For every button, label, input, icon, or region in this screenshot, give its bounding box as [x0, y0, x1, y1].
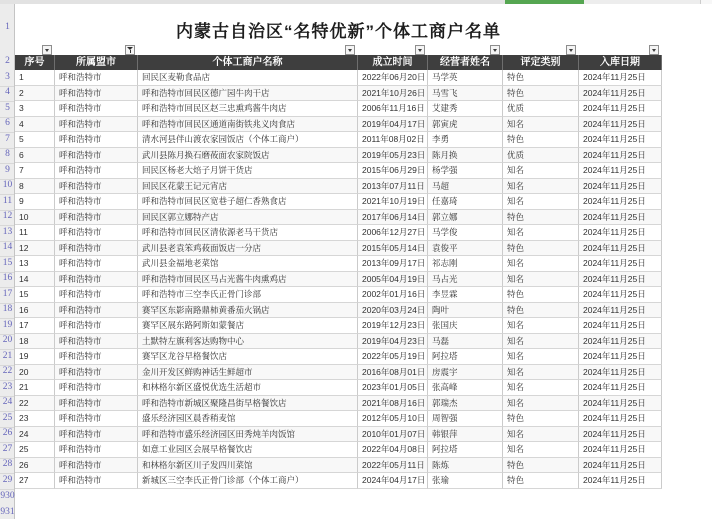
cell-operator[interactable]: 张国庆: [428, 318, 503, 334]
filter-funnel-stem: [130, 50, 131, 53]
cell-date[interactable]: 2021年10月26日: [358, 86, 428, 102]
cell-category[interactable]: 特色: [503, 86, 579, 102]
cell-entry[interactable]: 2024年11月25日: [579, 210, 662, 226]
cell-name[interactable]: 呼和浩特市回民区清依源老马干货店: [138, 225, 358, 241]
cell-seq[interactable]: 2: [15, 86, 55, 102]
cell-name[interactable]: 赛罕区展东路阿斯如蒙餐店: [138, 318, 358, 334]
cell-name[interactable]: 呼和浩特市回民区宽巷子超仁香熟食店: [138, 194, 358, 210]
cell-category[interactable]: 知名: [503, 256, 579, 272]
cell-category[interactable]: 特色: [503, 132, 579, 148]
cell-date[interactable]: 2022年06月20日: [358, 70, 428, 86]
cell-operator[interactable]: 马学俊: [428, 225, 503, 241]
dropdown-arrow-icon: [493, 49, 497, 52]
cell-city[interactable]: 呼和浩特市: [55, 194, 138, 210]
column-header-category[interactable]: 评定类别: [503, 55, 579, 70]
row-header-8[interactable]: 8: [5, 149, 10, 159]
cell-entry[interactable]: 2024年11月25日: [579, 334, 662, 350]
filter-button-seq[interactable]: [42, 45, 52, 55]
row-header-930[interactable]: 930: [0, 491, 15, 501]
cell-name[interactable]: 回民区麦勒食品店: [138, 70, 358, 86]
cell-seq[interactable]: 4: [15, 117, 55, 133]
sheet-title-cell[interactable]: 内蒙古自治区“名特优新”个体工商户名单: [176, 21, 501, 41]
cell-operator[interactable]: 阿拉塔: [428, 349, 503, 365]
cell-name[interactable]: 赛罕区东影南路鼎柿黄番茄火锅店: [138, 303, 358, 319]
cell-city[interactable]: 呼和浩特市: [55, 458, 138, 474]
cell-name[interactable]: 呼和浩特市回民区赵三忠熏鸡酱牛肉店: [138, 101, 358, 117]
column-header-city[interactable]: 所属盟市: [55, 55, 138, 70]
cell-operator[interactable]: 马磊: [428, 334, 503, 350]
cell-city[interactable]: 呼和浩特市: [55, 101, 138, 117]
cell-seq[interactable]: 7: [15, 163, 55, 179]
cell-category[interactable]: 优质: [503, 101, 579, 117]
column-header-operator[interactable]: 经营者姓名: [428, 55, 503, 70]
cell-date[interactable]: 2024年04月17日: [358, 473, 428, 489]
row-header-24[interactable]: 24: [2, 397, 13, 407]
cell-seq[interactable]: 10: [15, 210, 55, 226]
filter-button-category[interactable]: [566, 45, 576, 55]
cell-entry[interactable]: 2024年11月25日: [579, 70, 662, 86]
cell-entry[interactable]: 2024年11月25日: [579, 303, 662, 319]
cell-entry[interactable]: 2024年11月25日: [579, 396, 662, 412]
filter-button-date[interactable]: [415, 45, 425, 55]
cell-city[interactable]: 呼和浩特市: [55, 349, 138, 365]
cell-entry[interactable]: 2024年11月25日: [579, 117, 662, 133]
cell-date[interactable]: 2021年10月19日: [358, 194, 428, 210]
cell-entry[interactable]: 2024年11月25日: [579, 442, 662, 458]
row-header-9[interactable]: 9: [5, 164, 10, 175]
cell-seq[interactable]: 21: [15, 380, 55, 396]
filter-button-entry[interactable]: [649, 45, 659, 55]
cell-operator[interactable]: 马超: [428, 179, 503, 195]
cell-seq[interactable]: 25: [15, 442, 55, 458]
cell-date[interactable]: 2015年05月14日: [358, 241, 428, 257]
cell-category[interactable]: 特色: [503, 70, 579, 86]
row-header-1[interactable]: 1: [5, 22, 10, 32]
cell-operator[interactable]: 马学英: [428, 70, 503, 86]
cell-seq[interactable]: 14: [15, 272, 55, 288]
cell-city[interactable]: 呼和浩特市: [55, 132, 138, 148]
cell-city[interactable]: 呼和浩特市: [55, 163, 138, 179]
cell-seq[interactable]: 3: [15, 101, 55, 117]
row-header-25[interactable]: 25: [2, 412, 13, 423]
row-header-17[interactable]: 17: [2, 288, 13, 299]
row-header-15[interactable]: 15: [2, 257, 13, 268]
cell-seq[interactable]: 27: [15, 473, 55, 489]
cell-entry[interactable]: 2024年11月25日: [579, 256, 662, 272]
cell-entry[interactable]: 2024年11月25日: [579, 179, 662, 195]
cell-name[interactable]: 和林格尔新区盛悦优选生活超市: [138, 380, 358, 396]
row-header-2[interactable]: 2: [5, 56, 10, 66]
cell-entry[interactable]: 2024年11月25日: [579, 318, 662, 334]
cell-seq[interactable]: 26: [15, 458, 55, 474]
cell-category[interactable]: 特色: [503, 411, 579, 427]
cell-city[interactable]: 呼和浩特市: [55, 442, 138, 458]
cell-entry[interactable]: 2024年11月25日: [579, 473, 662, 489]
column-header-entry[interactable]: 入库日期: [579, 55, 662, 70]
cell-seq[interactable]: 5: [15, 132, 55, 148]
cell-category[interactable]: 优质: [503, 148, 579, 164]
cell-city[interactable]: 呼和浩特市: [55, 210, 138, 226]
cell-date[interactable]: 2023年01月05日: [358, 380, 428, 396]
cell-seq[interactable]: 22: [15, 396, 55, 412]
cell-seq[interactable]: 13: [15, 256, 55, 272]
cell-entry[interactable]: 2024年11月25日: [579, 148, 662, 164]
cell-name[interactable]: 呼和浩特市三空李氏正骨门诊部: [138, 287, 358, 303]
cell-name[interactable]: 回民区花蒙王记元宵店: [138, 179, 358, 195]
row-header-29[interactable]: 29: [2, 474, 13, 485]
cell-operator[interactable]: 马雪飞: [428, 86, 503, 102]
dropdown-arrow-icon: [45, 49, 49, 52]
cell-operator[interactable]: 马占光: [428, 272, 503, 288]
cell-date[interactable]: 2017年06月14日: [358, 210, 428, 226]
cell-category[interactable]: 知名: [503, 334, 579, 350]
cell-category[interactable]: 知名: [503, 349, 579, 365]
cell-seq[interactable]: 19: [15, 349, 55, 365]
cell-operator[interactable]: 郭立娜: [428, 210, 503, 226]
cell-seq[interactable]: 11: [15, 225, 55, 241]
spreadsheet-area: [0, 4, 712, 526]
cell-entry[interactable]: 2024年11月25日: [579, 411, 662, 427]
row-header-12[interactable]: 12: [2, 211, 13, 221]
cell-entry[interactable]: 2024年11月25日: [579, 272, 662, 288]
cell-name[interactable]: 赛罕区龙谷早格餐饮店: [138, 349, 358, 365]
cell-category[interactable]: 特色: [503, 303, 579, 319]
cell-operator[interactable]: 陈炼: [428, 458, 503, 474]
cell-name[interactable]: 呼和浩特市回民区马占光酱牛肉熏鸡店: [138, 272, 358, 288]
cell-operator[interactable]: 张瑜: [428, 473, 503, 489]
cell-seq[interactable]: 1: [15, 70, 55, 86]
row-header-28[interactable]: 28: [2, 459, 13, 469]
row-header-931[interactable]: 931: [0, 506, 15, 516]
cell-operator[interactable]: 袁俊平: [428, 241, 503, 257]
row-header-14[interactable]: 14: [2, 242, 13, 252]
cell-operator[interactable]: 陶叶: [428, 303, 503, 319]
cell-date[interactable]: 2019年12月23日: [358, 318, 428, 334]
cell-operator[interactable]: 任嘉琦: [428, 194, 503, 210]
cell-name[interactable]: 盛乐经济园区晨香稍麦馆: [138, 411, 358, 427]
cell-category[interactable]: 知名: [503, 163, 579, 179]
cell-category[interactable]: 知名: [503, 442, 579, 458]
cell-entry[interactable]: 2024年11月25日: [579, 380, 662, 396]
cell-name[interactable]: 武川县陈月换石磨莜面农家院饭店: [138, 148, 358, 164]
cell-date[interactable]: 2012年05月10日: [358, 411, 428, 427]
cell-date[interactable]: 2019年04月17日: [358, 117, 428, 133]
row-header-6[interactable]: 6: [5, 118, 10, 128]
column-header-seq[interactable]: 序号: [15, 55, 55, 70]
cell-date[interactable]: 2019年05月23日: [358, 148, 428, 164]
cell-date[interactable]: 2022年05月19日: [358, 349, 428, 365]
row-header-18[interactable]: 18: [2, 304, 13, 314]
cell-category[interactable]: 特色: [503, 241, 579, 257]
cell-category[interactable]: 知名: [503, 427, 579, 443]
dropdown-arrow-icon: [348, 49, 352, 52]
cell-category[interactable]: 知名: [503, 179, 579, 195]
cell-name[interactable]: 回民区郭立娜特产店: [138, 210, 358, 226]
gutter-separator: [0, 489, 14, 490]
cell-city[interactable]: 呼和浩特市: [55, 241, 138, 257]
row-header-13[interactable]: 13: [2, 226, 13, 237]
dropdown-arrow-icon: [569, 49, 573, 52]
cell-entry[interactable]: 2024年11月25日: [579, 241, 662, 257]
cell-city[interactable]: 呼和浩特市: [55, 86, 138, 102]
cell-category[interactable]: 知名: [503, 380, 579, 396]
cell-city[interactable]: 呼和浩特市: [55, 272, 138, 288]
cell-seq[interactable]: 6: [15, 148, 55, 164]
cell-date[interactable]: 2005年04月19日: [358, 272, 428, 288]
cell-seq[interactable]: 18: [15, 334, 55, 350]
cell-city[interactable]: 呼和浩特市: [55, 427, 138, 443]
cell-name[interactable]: 呼和浩特市回民区德广园牛肉干店: [138, 86, 358, 102]
cell-seq[interactable]: 12: [15, 241, 55, 257]
cell-category[interactable]: 知名: [503, 117, 579, 133]
cell-category[interactable]: 知名: [503, 318, 579, 334]
cell-city[interactable]: 呼和浩特市: [55, 287, 138, 303]
filter-button-operator[interactable]: [490, 45, 500, 55]
cell-name[interactable]: 土默特左旗利客达购物中心: [138, 334, 358, 350]
cell-name[interactable]: 呼和浩特市盛乐经济园区田秀炖羊肉饭馆: [138, 427, 358, 443]
cell-city[interactable]: 呼和浩特市: [55, 70, 138, 86]
cell-category[interactable]: 知名: [503, 365, 579, 381]
cell-operator[interactable]: 陈月换: [428, 148, 503, 164]
row-header-11[interactable]: 11: [2, 195, 13, 206]
cell-name[interactable]: 武川县金福地老菜馆: [138, 256, 358, 272]
filter-button-city-active[interactable]: [125, 45, 135, 55]
cell-operator[interactable]: 郭瑞杰: [428, 396, 503, 412]
row-header-27[interactable]: 27: [2, 443, 13, 454]
cell-date[interactable]: 2016年08月01日: [358, 365, 428, 381]
row-header-4[interactable]: 4: [5, 87, 10, 97]
cell-name[interactable]: 如意工业园区会展早格餐饮店: [138, 442, 358, 458]
cell-date[interactable]: 2011年08月02日: [358, 132, 428, 148]
cell-date[interactable]: 2013年09月17日: [358, 256, 428, 272]
cell-name[interactable]: 呼和浩特市新城区聚隆昌街早格餐饮店: [138, 396, 358, 412]
cell-date[interactable]: 2010年01月07日: [358, 427, 428, 443]
cell-city[interactable]: 呼和浩特市: [55, 256, 138, 272]
cell-date[interactable]: 2020年03月24日: [358, 303, 428, 319]
cell-date[interactable]: 2002年01月16日: [358, 287, 428, 303]
cell-date[interactable]: 2015年06月29日: [358, 163, 428, 179]
cell-seq[interactable]: 16: [15, 303, 55, 319]
cell-name[interactable]: 清水河县伴山渡农家园饭店（个体工商户）: [138, 132, 358, 148]
cell-date[interactable]: 2021年08月16日: [358, 396, 428, 412]
cell-name[interactable]: 回民区杨老大焙子月饼干货店: [138, 163, 358, 179]
dropdown-arrow-icon: [652, 49, 656, 52]
row-header-20[interactable]: 20: [2, 335, 13, 345]
cell-seq[interactable]: 24: [15, 427, 55, 443]
cell-seq[interactable]: 9: [15, 194, 55, 210]
cell-operator[interactable]: 阿拉塔: [428, 442, 503, 458]
cell-date[interactable]: 2022年05月11日: [358, 458, 428, 474]
dropdown-arrow-icon: [418, 49, 422, 52]
cell-city[interactable]: 呼和浩特市: [55, 365, 138, 381]
cell-city[interactable]: 呼和浩特市: [55, 179, 138, 195]
cell-category[interactable]: 特色: [503, 287, 579, 303]
cell-operator[interactable]: 祁志刚: [428, 256, 503, 272]
column-header-name[interactable]: 个体工商户名称: [138, 55, 358, 70]
cell-entry[interactable]: 2024年11月25日: [579, 132, 662, 148]
column-header-date[interactable]: 成立时间: [358, 55, 428, 70]
row-header-21[interactable]: 21: [2, 350, 13, 361]
cell-category[interactable]: 特色: [503, 458, 579, 474]
cell-entry[interactable]: 2024年11月25日: [579, 86, 662, 102]
row-header-10[interactable]: 10: [2, 180, 13, 190]
cell-operator[interactable]: 张高峰: [428, 380, 503, 396]
cell-name[interactable]: 和林格尔新区川子发四川菜馆: [138, 458, 358, 474]
cell-operator[interactable]: 房震宇: [428, 365, 503, 381]
cell-name[interactable]: 新城区三空李氏正骨门诊部（个体工商户）: [138, 473, 358, 489]
cell-entry[interactable]: 2024年11月25日: [579, 349, 662, 365]
cell-category[interactable]: 知名: [503, 272, 579, 288]
cell-category[interactable]: 知名: [503, 194, 579, 210]
row-header-26[interactable]: 26: [2, 428, 13, 438]
row-header-23[interactable]: 23: [2, 381, 13, 392]
cell-category[interactable]: 知名: [503, 225, 579, 241]
row-header-19[interactable]: 19: [2, 319, 13, 330]
cell-seq[interactable]: 17: [15, 318, 55, 334]
cell-city[interactable]: 呼和浩特市: [55, 225, 138, 241]
cell-operator[interactable]: 李勇: [428, 132, 503, 148]
cell-city[interactable]: 呼和浩特市: [55, 318, 138, 334]
cell-seq[interactable]: 20: [15, 365, 55, 381]
row-header-931-clip: [0, 507, 15, 516]
cell-city[interactable]: 呼和浩特市: [55, 334, 138, 350]
cell-category[interactable]: 特色: [503, 210, 579, 226]
filter-button-name[interactable]: [345, 45, 355, 55]
cell-seq[interactable]: 8: [15, 179, 55, 195]
cell-city[interactable]: 呼和浩特市: [55, 380, 138, 396]
cell-date[interactable]: 2006年12月27日: [358, 225, 428, 241]
cell-name[interactable]: 金川开发区鲜购神话生鲜超市: [138, 365, 358, 381]
cell-date[interactable]: 2013年07月11日: [358, 179, 428, 195]
cell-operator[interactable]: 周智强: [428, 411, 503, 427]
cell-entry[interactable]: 2024年11月25日: [579, 194, 662, 210]
cell-name[interactable]: 呼和浩特市回民区通道南街铁兆义肉食店: [138, 117, 358, 133]
cell-category[interactable]: 特色: [503, 473, 579, 489]
cell-city[interactable]: 呼和浩特市: [55, 148, 138, 164]
cell-entry[interactable]: 2024年11月25日: [579, 163, 662, 179]
cell-city[interactable]: 呼和浩特市: [55, 411, 138, 427]
cell-operator[interactable]: 韩银萍: [428, 427, 503, 443]
cell-entry[interactable]: 2024年11月25日: [579, 365, 662, 381]
row-header-22[interactable]: 22: [2, 366, 13, 376]
cell-date[interactable]: 2006年11月16日: [358, 101, 428, 117]
cell-entry[interactable]: 2024年11月25日: [579, 101, 662, 117]
cell-operator[interactable]: 杨学强: [428, 163, 503, 179]
cell-city[interactable]: 呼和浩特市: [55, 303, 138, 319]
cell-seq[interactable]: 23: [15, 411, 55, 427]
cell-entry[interactable]: 2024年11月25日: [579, 427, 662, 443]
cell-entry[interactable]: 2024年11月25日: [579, 225, 662, 241]
cell-operator[interactable]: 郭寅虎: [428, 117, 503, 133]
cell-operator[interactable]: 李昱霖: [428, 287, 503, 303]
cell-date[interactable]: 2022年04月08日: [358, 442, 428, 458]
cell-category[interactable]: 知名: [503, 396, 579, 412]
cell-city[interactable]: 呼和浩特市: [55, 473, 138, 489]
cell-seq[interactable]: 15: [15, 287, 55, 303]
cell-entry[interactable]: 2024年11月25日: [579, 287, 662, 303]
row-header-5[interactable]: 5: [5, 102, 10, 113]
cell-city[interactable]: 呼和浩特市: [55, 396, 138, 412]
cell-operator[interactable]: 艾建秀: [428, 101, 503, 117]
row-header-3[interactable]: 3: [5, 71, 10, 82]
cell-city[interactable]: 呼和浩特市: [55, 117, 138, 133]
row-header-16[interactable]: 16: [2, 273, 13, 283]
cell-name[interactable]: 武川县老袁笨鸡莜面饭店一分店: [138, 241, 358, 257]
cell-date[interactable]: 2019年04月23日: [358, 334, 428, 350]
row-header-7[interactable]: 7: [5, 133, 10, 144]
cell-entry[interactable]: 2024年11月25日: [579, 458, 662, 474]
